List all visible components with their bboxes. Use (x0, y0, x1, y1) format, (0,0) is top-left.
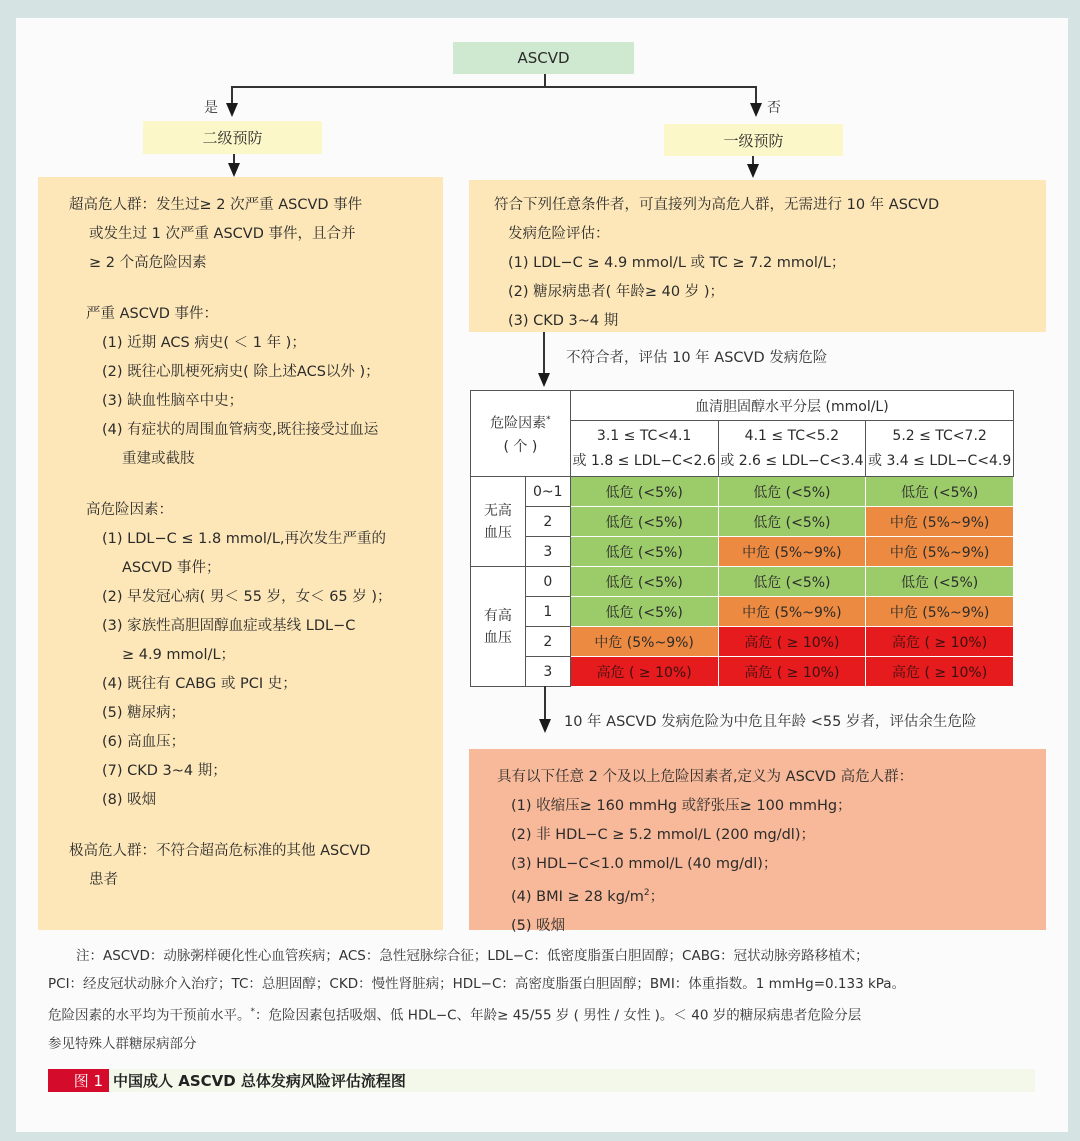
lifetime-down-arrow-icon (539, 719, 551, 733)
risk-cell-low: 低危 (<5%) (718, 507, 866, 537)
figure-number-tag: 图 1 (48, 1069, 109, 1092)
risk-cell-mid: 中危 (5%~9%) (866, 537, 1014, 567)
direct-high-risk-item: (3) CKD 3~4 期 (508, 313, 619, 329)
very-high-risk-line2: 患者 (89, 872, 118, 888)
secondary-prevention-panel (38, 177, 443, 930)
risk-cell-mid: 中危 (5%~9%) (570, 627, 718, 657)
root-connector-stem (544, 74, 546, 86)
root-node-ascvd (453, 42, 634, 74)
risk-cell-low: 低危 (<5%) (570, 507, 718, 537)
risk-cell-high: 高危 ( ≥ 10%) (866, 657, 1014, 687)
direct-high-risk-item: (2) 糖尿病患者( 年龄≥ 40 岁 )； (508, 284, 724, 300)
risk-factor-count: 3 (525, 537, 570, 567)
column-header: 5.2 ≤ TC<7.2 或 3.4 ≤ LDL−C<4.9 (866, 421, 1014, 477)
table-row (471, 477, 1014, 507)
risk-cell-low: 低危 (<5%) (866, 567, 1014, 597)
risk-cell-high: 高危 ( ≥ 10%) (866, 627, 1014, 657)
risk-factor-count-header: 危险因素* ( 个 ) (471, 391, 571, 477)
risk-cell-mid: 中危 (5%~9%) (866, 597, 1014, 627)
risk-cell-mid: 中危 (5%~9%) (866, 507, 1014, 537)
yes-branch-line (231, 86, 233, 104)
risk-cell-low: 低危 (<5%) (570, 477, 718, 507)
note-line: 危险因素的水平均为干预前水平。*：危险因素包括吸烟、低 HDL−C、年龄≥ 45/55 岁 ( 男性 / 女性 )。＜ 40 岁的糖尿病患者危险分层 (48, 1007, 862, 1024)
severe-event-item-continuation: 重建或截肢 (122, 451, 195, 467)
primary-prevention-label: 一级预防 (723, 131, 784, 150)
cholesterol-group-header: 血清胆固醇水平分层 (mmol/L) (570, 391, 1013, 421)
risk-cell-low: 低危 (<5%) (718, 567, 866, 597)
no-branch-line (755, 86, 757, 104)
lifetime-risk-item: (3) HDL−C<1.0 mmol/L (40 mg/dl)； (511, 856, 778, 872)
table-row (471, 597, 1014, 627)
high-risk-factors-title: 高危险因素： (86, 502, 173, 518)
high-risk-factor-item: (7) CKD 3~4 期； (102, 763, 227, 779)
risk-cell-mid: 中危 (5%~9%) (718, 597, 866, 627)
column-header: 4.1 ≤ TC<5.2 或 2.6 ≤ LDL−C<3.4 (718, 421, 866, 477)
secondary-prevention-label: 二级预防 (202, 129, 263, 147)
severe-event-item: (3) 缺血性脑卒中史； (102, 393, 244, 409)
group-label-no-hypertension: 无高 血压 (471, 477, 526, 567)
high-risk-factor-item: (8) 吸烟 (102, 792, 157, 808)
note-line: PCI：经皮冠状动脉介入治疗；TC：总胆固醇；CKD：慢性肾脏病；HDL−C：高密度脂蛋白胆固醇；BMI：体重指数。1 mmHg=0.133 kPa。 (48, 976, 906, 992)
risk-cell-high: 高危 ( ≥ 10%) (718, 657, 866, 687)
lifetime-down-line (544, 686, 546, 720)
lifetime-risk-item: (1) 收缩压≥ 160 mmHg 或舒张压≥ 100 mmHg； (511, 798, 852, 814)
yes-arrow-icon (226, 103, 238, 117)
root-node-label: ASCVD (517, 49, 570, 67)
high-risk-factor-item: (1) LDL−C ≤ 1.8 mmol/L,再次发生严重的 (102, 531, 387, 547)
high-risk-factor-item: (6) 高血压； (102, 734, 186, 750)
assess-down-line (543, 332, 545, 374)
lifetime-risk-label: 10 年 ASCVD 发病危险为中危且年龄 <55 岁者，评估余生危险 (564, 714, 977, 730)
risk-factor-count: 0 (525, 567, 570, 597)
risk-cell-low: 低危 (<5%) (570, 567, 718, 597)
primary-prevention-node (664, 124, 843, 156)
lifetime-risk-item: (2) 非 HDL−C ≥ 5.2 mmol/L (200 mg/dl)； (511, 827, 815, 843)
high-risk-factor-item: (3) 家族性高胆固醇血症或基线 LDL−C (102, 618, 356, 634)
high-risk-factor-item: (2) 早发冠心病( 男＜ 55 岁，女＜ 65 岁 )； (102, 589, 392, 605)
note-line: 注：ASCVD：动脉粥样硬化性心血管疾病；ACS：急性冠脉综合征；LDL−C：低密度脂蛋白胆固醇；CABG：冠状动脉旁路移植术； (76, 948, 869, 964)
table-row (471, 507, 1014, 537)
ultra-high-risk-line1: 超高危人群：发生过≥ 2 次严重 ASCVD 事件 (69, 197, 363, 213)
table-row (471, 567, 1014, 597)
table-row (471, 657, 1014, 687)
risk-factor-count: 2 (525, 627, 570, 657)
severe-events-title: 严重 ASCVD 事件： (86, 306, 219, 322)
risk-cell-low: 低危 (<5%) (718, 477, 866, 507)
lifetime-high-risk-panel (469, 749, 1046, 934)
table-row (471, 537, 1014, 567)
high-risk-factor-item-continuation: ≥ 4.9 mmol/L； (122, 647, 236, 663)
high-risk-factor-item: (5) 糖尿病； (102, 705, 186, 721)
assess-down-arrow-icon (538, 373, 550, 387)
figure-note (48, 942, 1038, 1058)
column-header: 3.1 ≤ TC<4.1 或 1.8 ≤ LDL−C<2.6 (570, 421, 718, 477)
risk-cell-low: 低危 (<5%) (866, 477, 1014, 507)
risk-cell-low: 低危 (<5%) (570, 597, 718, 627)
risk-cell-high: 高危 ( ≥ 10%) (718, 627, 866, 657)
direct-high-risk-line2: 发病危险评估： (508, 226, 610, 242)
ultra-high-risk-line2: 或发生过 1 次严重 ASCVD 事件，且合并 (89, 226, 356, 242)
secondary-prevention-node (143, 121, 322, 154)
yes-label: 是 (204, 100, 218, 116)
note-line: 参见特殊人群糖尿病部分 (48, 1035, 197, 1052)
risk-factor-count: 3 (525, 657, 570, 687)
direct-high-risk-panel (469, 180, 1046, 332)
lifetime-risk-item: (5) 吸烟 (511, 917, 566, 934)
no-label: 否 (767, 100, 781, 116)
high-risk-factor-item: (4) 既往有 CABG 或 PCI 史； (102, 676, 297, 692)
risk-cell-low: 低危 (<5%) (570, 537, 718, 567)
direct-high-risk-line1: 符合下列任意条件者，可直接列为高危人群，无需进行 10 年 ASCVD (494, 197, 940, 213)
severe-event-item: (4) 有症状的周围血管病变,既往接受过血运 (102, 422, 379, 438)
risk-factor-count: 0~1 (525, 477, 570, 507)
risk-cell-mid: 中危 (5%~9%) (718, 537, 866, 567)
figure-title: 中国成人 ASCVD 总体发病风险评估流程图 (113, 1072, 406, 1090)
severe-event-item: (2) 既往心肌梗死病史( 除上述ACS以外 )； (102, 364, 380, 380)
risk-factor-count: 2 (525, 507, 570, 537)
high-risk-factor-item-continuation: ASCVD 事件； (122, 560, 221, 576)
severe-event-item: (1) 近期 ACS 病史( ＜ 1 年 )； (102, 335, 306, 351)
risk-stratification-table (470, 390, 1014, 687)
ultra-high-risk-line3: ≥ 2 个高危险因素 (89, 255, 207, 271)
branch-connector-horizontal (231, 86, 756, 88)
risk-factor-count: 1 (525, 597, 570, 627)
secondary-down-arrow-icon (228, 163, 240, 177)
direct-high-risk-item: (1) LDL−C ≥ 4.9 mmol/L 或 TC ≥ 7.2 mmol/L； (508, 255, 846, 271)
lifetime-risk-item: (4) BMI ≥ 28 $kg/m^2$； (511, 888, 665, 905)
group-label-hypertension: 有高 血压 (471, 567, 526, 687)
no-arrow-icon (750, 103, 762, 117)
primary-down-arrow-icon (747, 164, 759, 178)
very-high-risk-line1: 极高危人群：不符合超高危标准的其他 ASCVD (69, 843, 371, 859)
figure-caption (48, 1069, 1035, 1092)
assess-10yr-label: 不符合者，评估 10 年 ASCVD 发病危险 (566, 350, 828, 366)
risk-cell-high: 高危 ( ≥ 10%) (570, 657, 718, 687)
lifetime-high-risk-line1: 具有以下任意 2 个及以上危险因素者,定义为 ASCVD 高危人群： (497, 769, 914, 785)
table-row (471, 627, 1014, 657)
